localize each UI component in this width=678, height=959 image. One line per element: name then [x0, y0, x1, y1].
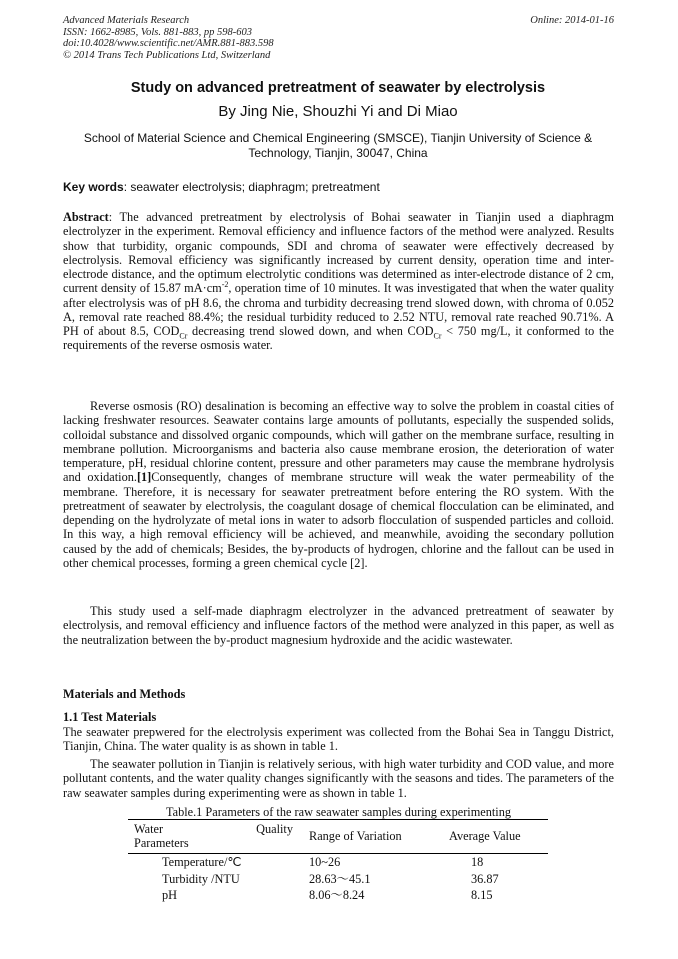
journal-name: Advanced Materials Research [63, 15, 190, 26]
cell-range: 8.06～8.24 [309, 888, 365, 902]
cell-param: pH [162, 888, 178, 902]
table-caption: Table.1 Parameters of the raw seawater samples during experimenting [165, 805, 512, 819]
abstract-sub-2: Cr [433, 331, 442, 341]
abstract-sup: -2 [221, 280, 229, 290]
intro-paragraph-1 [63, 399, 614, 570]
cell-average: 8.15 [471, 888, 493, 902]
table-header-row [128, 820, 548, 854]
paper-authors: By Jing Nie, Shouzhi Yi and Di Miao [218, 103, 458, 120]
paper-affiliation: School of Material Science and Chemical Engineering (SMSCE), Tianjin University of Science & Technology, Tianjin, 30047, China [83, 131, 593, 160]
abstract-paragraph [63, 210, 614, 353]
cell-range: 10~26 [309, 855, 341, 869]
intro-text-1b: Consequently, changes of membrane structure will weak the water permeability of the membrane. Therefore, it is necessary for seawater pretreatment before entering the RO system. With the pretreatment of seawater by electrolysis, the coagulant dosage of chemical flocculation can be eliminated, and depending on the hydrolyzate of metal ions in water to adsorb flocculation of suspended particles and colloid. In this way, a high removal efficiency will be achieved, and meanwhile, avoiding the secondary pollution caused by the add of chemicals; Besides, the by-products of hydrogen, chlorine and the fallout can be used in other chemical processes, forming a green chemical cycle [2]. [63, 470, 614, 570]
paper-title: Study on advanced pretreatment of seawater by electrolysis [130, 80, 546, 96]
methods-paragraph-1: The seawater prepwered for the electrolysis experiment was collected from the Bohai Sea in Tanggu District, Tianjin, China. The water quality is as shown in table 1. [63, 725, 614, 754]
header-average: Average Value [449, 829, 521, 843]
abstract-text-1: : The advanced pretreatment by electrolysis of Bohai seawater in Tianjin used a diaphragm electrolyzer in the experiment. Removal efficiency and influence factors of the method were analyzed. Results show that turbidity, organic compounds, SDI and chroma of seawater were effectively decreased by electrolysis. Removal efficiency was significantly increased by current density, operation time and inter-electrode distance, and the optimum electrolytic conditions was determined as inter-electrode distance of 2 cm, current density of 15.87 mA·cm [63, 210, 614, 296]
online-date: Online: 2014-01-16 [530, 15, 614, 26]
journal-header [63, 15, 274, 61]
issn-line: ISSN: 1662-8985, Vols. 881-883, pp 598-603 [63, 26, 252, 38]
table-row [128, 887, 548, 904]
parameters-table [128, 819, 548, 904]
abstract-sub-1: Cr [179, 331, 188, 341]
header-param-quality: Quality [256, 822, 293, 836]
cell-average: 18 [471, 855, 484, 869]
cell-param: Temperature/℃ [162, 855, 242, 869]
header-param-water: Water [134, 822, 164, 836]
cell-range: 28.63～45.1 [309, 871, 371, 886]
table-row [128, 871, 548, 888]
doi-line: doi:10.4028/www.scientific.net/AMR.881-883.598 [63, 38, 274, 49]
subsection-heading-materials: 1.1 Test Materials [63, 710, 157, 724]
abstract-label: Abstract [63, 210, 109, 224]
table-row [128, 854, 548, 871]
keywords-line [63, 180, 613, 194]
abstract-text-4: < 750 mg/L, it conformed to the requirements of the reverse osmosis water. [63, 324, 614, 353]
header-param-parameters: Parameters [134, 836, 189, 850]
cell-average: 36.87 [471, 871, 499, 886]
header-range: Range of Variation [309, 829, 402, 843]
keywords-label: Key words [63, 180, 124, 194]
intro-paragraph-2: This study used a self-made diaphragm electrolyzer in the advanced pretreatment of seawater by electrolysis, and removal efficiency and influence factors of the method were analyzed in this paper, as well as the neutralization between the by-product magnesium hydroxide and the acidic wastewater. [63, 604, 614, 647]
keywords-text: : seawater electrolysis; diaphragm; pretreatment [123, 180, 380, 194]
citation-1[interactable]: [1] [136, 470, 152, 485]
methods-paragraph-2: The seawater pollution in Tianjin is relatively serious, with high water turbidity and COD value, and more pollutant contents, and the water quality changes significantly with the seasons and tides. The parameters of the raw seawater samples during experimenting were as shown in table 1. [63, 757, 614, 800]
section-heading-methods: Materials and Methods [63, 687, 186, 701]
header-parameters [128, 820, 303, 854]
abstract-text-2: , operation time of 10 minutes. It was investigated that when the water quality after electrolysis was of pH 8.6, the chroma and turbidity decreasing trend slowed down, with chroma of 0.052 A, removal rate reached 88.4%; the residual turbidity reduced to 2.52 NTU, removal rate reached 90.71%. A PH of about 8.5, COD [63, 281, 614, 338]
abstract-text-3: decreasing trend slowed down, and when COD [187, 324, 434, 338]
copyright-line: © 2014 Trans Tech Publications Ltd, Switzerland [63, 49, 271, 61]
intro-text-1a: Reverse osmosis (RO) desalination is becoming an effective way to solve the problem in coastal cities of lacking freshwater resources. Seawater contains large amounts of pollutants, especially the suspended solids, colloidal substance and dissolved organic compounds, which will gather on the membrane surface, resulting in membrane pollution. Microorganisms and bacteria also cause membrane erosion, the deterioration of water temperature, pH, residual chlorine content, pressure and other parameters may cause the membrane hydrolysis and oxidation. [63, 399, 614, 485]
cell-param: Turbidity /NTU [162, 871, 240, 886]
